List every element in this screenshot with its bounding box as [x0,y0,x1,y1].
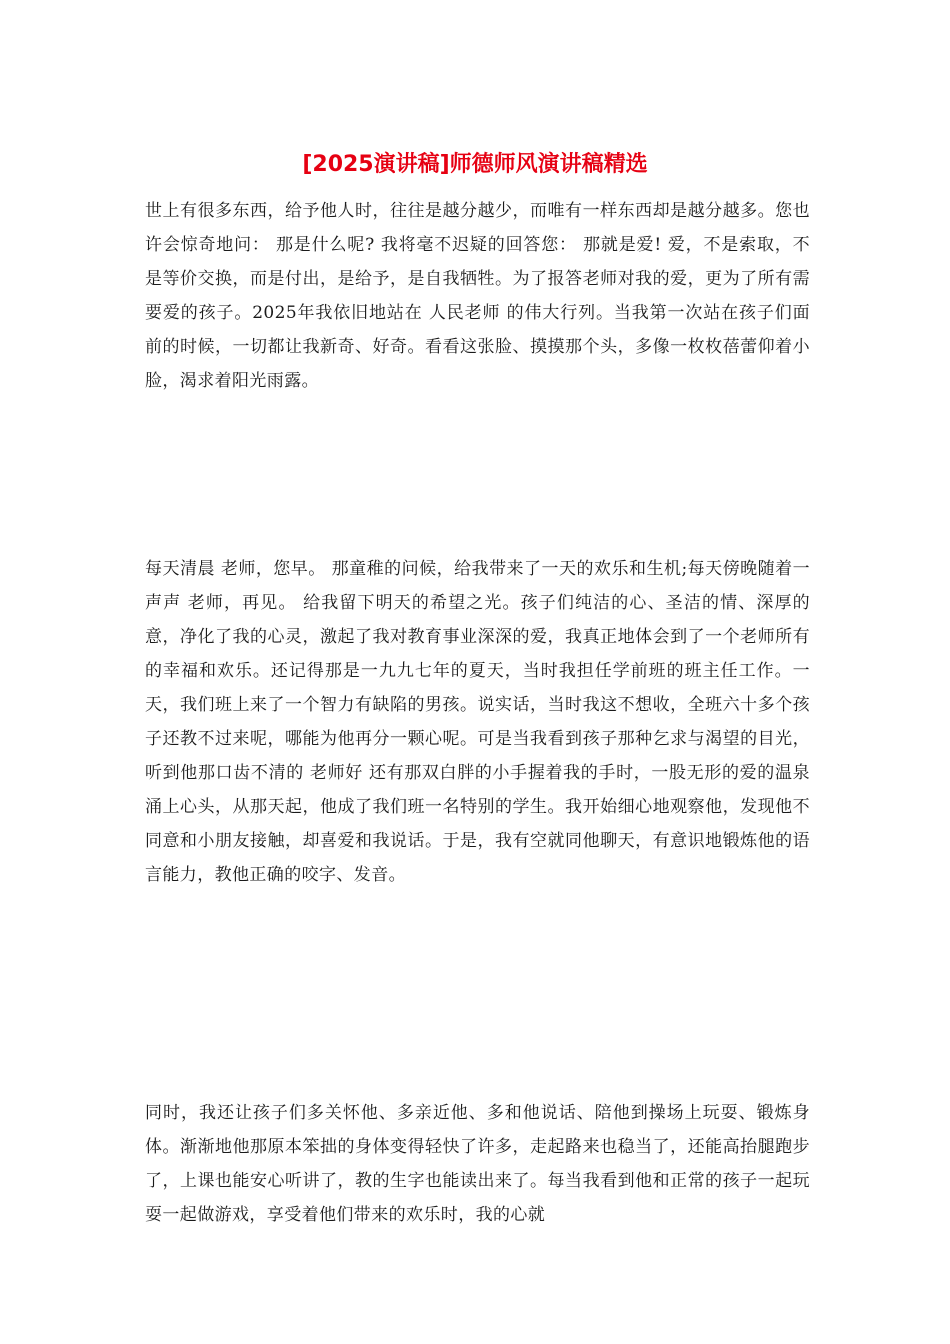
paragraph-3: 同时，我还让孩子们多关怀他、多亲近他、多和他说话、陪他到操场上玩耍、锻炼身体。渐渐地他那原本笨拙的身体变得轻快了许多，走起路来也稳当了，还能高抬腿跑步了，上课也能安心听讲了，教的生字也能读出来了。每当我看到他和正常的孩子一起玩耍一起做游戏，享受着他们带来的欢乐时，我的心就 [145,1103,810,1225]
document-title: [2025演讲稿]师德师风演讲稿精选 [302,152,648,177]
paragraph-2: 每天清晨 老师，您早。 那童稚的问候，给我带来了一天的欢乐和生机;每天傍晚随着一声声 老师，再见。 给我留下明天的希望之光。孩子们纯洁的心、圣洁的情、深厚的意，净化了我的心灵，激起了我对教育事业深深的爱，我真正地体会到了一个老师所有的幸福和欢乐。还记得那是一九九七年的夏天，当时我担任学前班的班主任工作。一天，我们班上来了一个智力有缺陷的男孩。说实话，当时我这不想收，全班六十多个孩子还教不过来呢，哪能为他再分一颗心呢。可是当我看到孩子那种乞求与渴望的目光，听到他那口齿不清的 老师好 还有那双白胖的小手握着我的手时，一股无形的爱的温泉涌上心头，从那天起，他成了我们班一名特别的学生。我开始细心地观察他，发现他不同意和小朋友接触，却喜爱和我说话。于是，我有空就同他聊天，有意识地锻炼他的语言能力，教他正确的咬字、发音。 [145,559,810,885]
paragraph-1: 世上有很多东西，给予他人时，往往是越分越少，而唯有一样东西却是越分越多。您也许会惊奇地问： 那是什么呢? 我将毫不迟疑的回答您： 那就是爱! 爱，不是索取，不是等价交换，而是付出，是给予，是自我牺牲。为了报答老师对我的爱，更为了所有需要爱的孩子。2025年我依旧地站在 人民老师 的伟大行列。当我第一次站在孩子们面前的时候，一切都让我新奇、好奇。看看这张脸、摸摸那个头，多像一枚枚蓓蕾仰着小脸，渴求着阳光雨露。 [145,201,810,391]
